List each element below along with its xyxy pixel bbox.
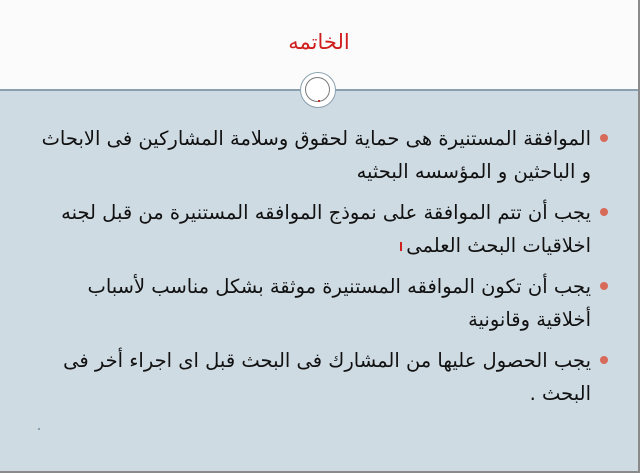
bullet-marker-icon <box>600 208 608 216</box>
text-cursor-mark <box>400 242 402 251</box>
bullet-item <box>40 270 605 336</box>
bullet-text: يجب أن تكون الموافقه المستنيرة موثقة بشكل مناسب لأسباب أخلاقية وقانونية <box>87 275 591 331</box>
decorative-dot <box>318 100 320 102</box>
bullet-marker-icon <box>600 134 608 142</box>
slide-title: الخاتمه <box>288 30 350 54</box>
bullet-text: يجب أن تتم الموافقة على نموذج الموافقه المستنيرة من قبل لجنه اخلاقيات البحث العلمى <box>61 201 591 257</box>
bullet-list <box>40 122 605 418</box>
bullet-item <box>40 344 605 410</box>
bullet-item <box>40 122 605 188</box>
bullet-item <box>40 196 605 262</box>
bullet-text: يجب الحصول عليها من المشارك فى البحث قبل اى اجراء أخر فى البحث . <box>63 349 591 405</box>
divider-ring-inner <box>305 77 330 102</box>
bullet-text: الموافقة المستنيرة هى حماية لحقوق وسلامة المشاركين فى الابحاث و الباحثين و المؤسسه البحثيه <box>41 127 591 183</box>
bullet-marker-icon <box>600 356 608 364</box>
bullet-marker-icon <box>600 282 608 290</box>
divider-ring-icon <box>300 72 336 108</box>
decorative-dot <box>38 428 40 430</box>
